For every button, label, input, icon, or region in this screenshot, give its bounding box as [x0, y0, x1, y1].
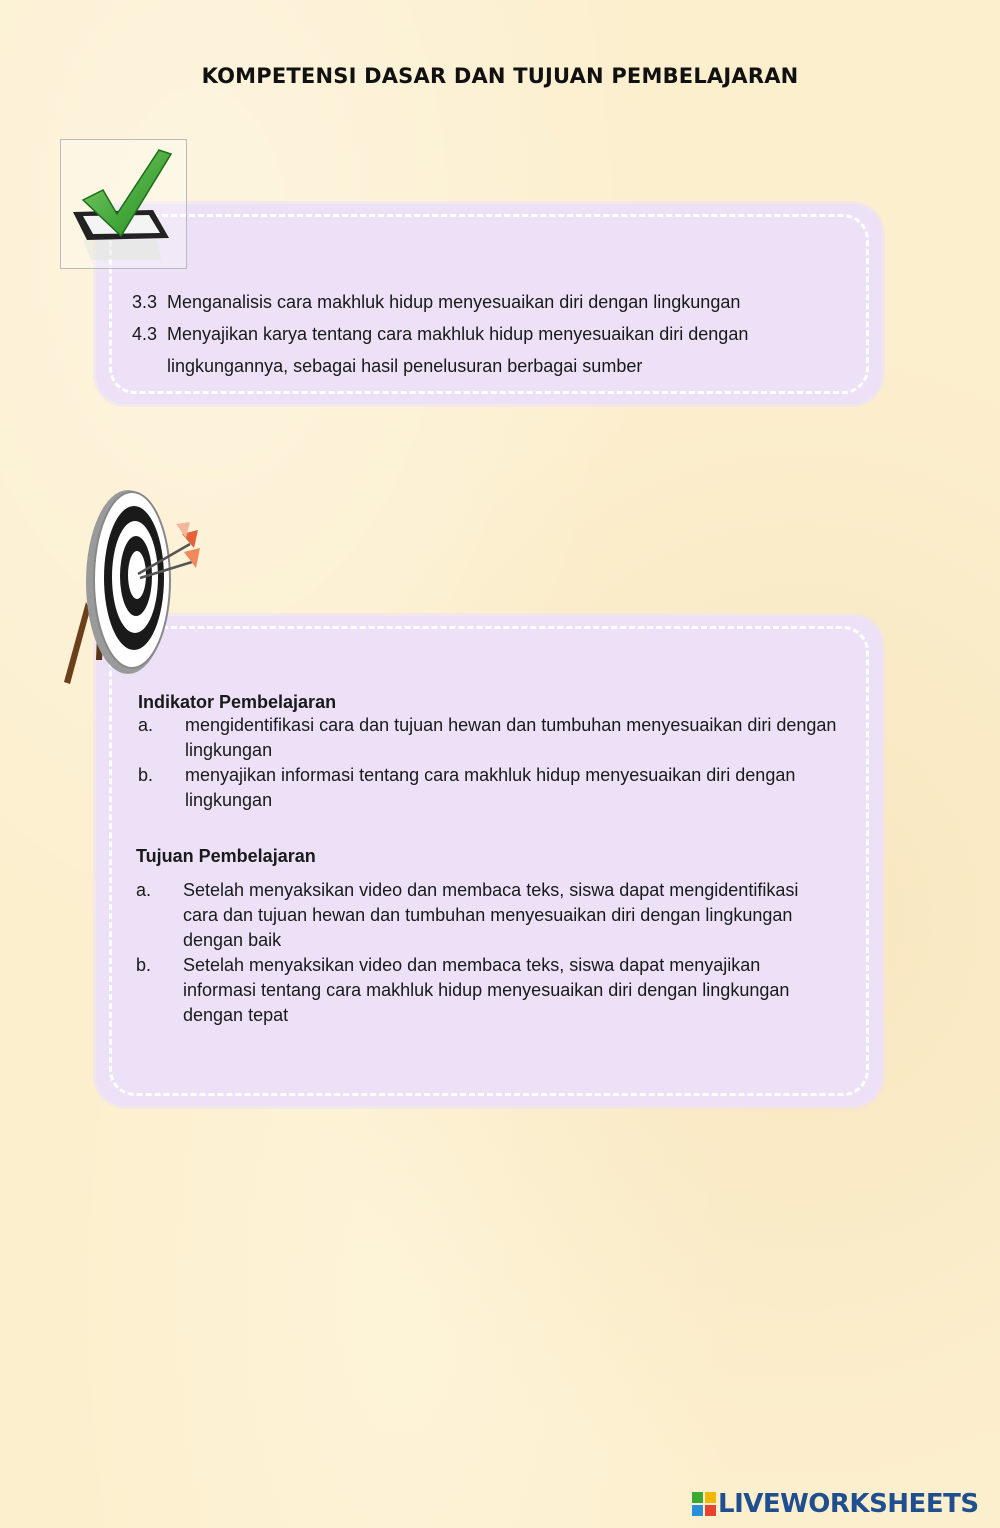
- liveworksheets-logo: [692, 1489, 979, 1519]
- kompetensi-item: [132, 318, 852, 382]
- kompetensi-number: 3.3: [132, 292, 158, 312]
- liveworksheets-logo-icon: [692, 1492, 716, 1516]
- page-title: KOMPETENSI DASAR DAN TUJUAN PEMBELAJARAN: [201, 64, 799, 88]
- tujuan-item: [136, 953, 836, 1028]
- indikator-item: [138, 763, 838, 813]
- indikator-marker: b.: [138, 765, 154, 785]
- indikator-text: mengidentifikasi cara dan tujuan hewan dan tumbuhan menyesuaikan diri dengan lingkungan: [185, 715, 837, 760]
- tujuan-text: Setelah menyaksikan video dan membaca teks, siswa dapat mengidentifikasi cara dan tujuan hewan dan tumbuhan menyesuaikan diri dengan lingkungan dengan baik: [183, 880, 799, 950]
- kompetensi-text: Menganalisis cara makhluk hidup menyesuaikan diri dengan lingkungan: [167, 292, 741, 312]
- kompetensi-item: [132, 286, 852, 318]
- kompetensi-number: 4.3: [132, 324, 158, 344]
- logo-text: LIVEWORKSHEETS: [718, 1489, 979, 1519]
- tujuan-list: [136, 878, 836, 1028]
- archery-target-icon: [58, 482, 208, 692]
- tujuan-marker: b.: [136, 955, 152, 975]
- indikator-list: [138, 713, 838, 813]
- indikator-marker: a.: [138, 715, 154, 735]
- indikator-item: [138, 713, 838, 763]
- indikator-heading: Indikator Pembelajaran: [138, 692, 337, 712]
- tujuan-item: [136, 878, 836, 953]
- indikator-text: menyajikan informasi tentang cara makhluk hidup menyesuaikan diri dengan lingkungan: [185, 765, 796, 810]
- tujuan-heading: Tujuan Pembelajaran: [136, 846, 316, 866]
- kompetensi-list: [132, 286, 852, 382]
- tujuan-marker: a.: [136, 880, 152, 900]
- kompetensi-text: Menyajikan karya tentang cara makhluk hidup menyesuaikan diri dengan lingkungannya, sebagai hasil penelusuran berbagai sumber: [167, 324, 749, 376]
- tujuan-text: Setelah menyaksikan video dan membaca teks, siswa dapat menyajikan informasi tentang cara makhluk hidup menyesuaikan diri dengan lingkungan dengan tepat: [183, 955, 790, 1025]
- checkbox-check-icon: [60, 139, 187, 269]
